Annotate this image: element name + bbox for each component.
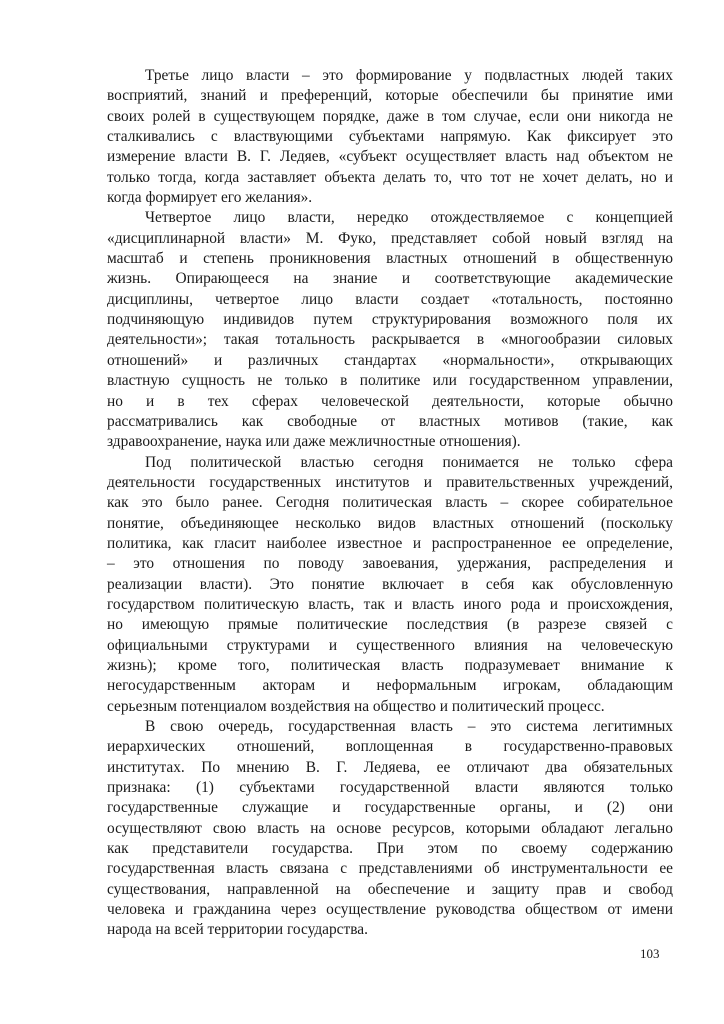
text-line: – это отношения по поводу завоевания, удержания, распределения и — [107, 555, 673, 573]
text-line: политика, как гласит наиболее известное и распространенное ее определение, — [107, 534, 673, 552]
text-line: понятие, объединяющее несколько видов властных отношений (поскольку — [107, 514, 673, 532]
paragraph — [107, 66, 673, 208]
text-line: только тогда, когда заставляет объекта делать то, что тот не хочет делать, но и — [107, 168, 673, 186]
paragraph — [107, 717, 673, 941]
text-line: народа на всей территории государства. — [107, 921, 368, 939]
text-line: серьезным потенциалом воздействия на общество и политический процесс. — [107, 697, 605, 715]
text-line: Под политической властью сегодня понимается не только сфера — [145, 453, 673, 471]
text-line: деятельности государственных институтов и правительственных учреждений, — [107, 473, 673, 491]
text-line: жизнь. Опирающееся на знание и соответствующие академические — [107, 270, 673, 288]
paragraph — [107, 208, 673, 452]
text-line: восприятий, знаний и преференций, которые обеспечили бы принятие ими — [107, 87, 673, 105]
text-line: дисциплины, четвертое лицо власти создает «тотальность, постоянно — [107, 290, 673, 308]
text-line: человека и гражданина через осуществление руководства обществом от имени — [107, 901, 673, 919]
text-line: масштаб и степень проникновения властных отношений в общественную — [107, 250, 673, 268]
text-line: государственные служащие и государственные органы, и (2) они — [107, 799, 673, 817]
text-line: измерение власти В. Г. Ледяев, «субъект осуществляет власть над объектом не — [107, 148, 673, 166]
text-line: как представители государства. При этом по своему содержанию — [107, 840, 673, 858]
text-line: рассматривались как свободные от властных мотивов (такие, как — [107, 412, 673, 430]
text-line: деятельности»; такая тотальность раскрывается в «многообразии силовых — [107, 331, 673, 349]
text-line: своих ролей в существующем порядке, даже в том случае, если они никогда не — [107, 107, 673, 125]
text-line: «дисциплинарной власти» М. Фуко, представляет собой новый взгляд на — [107, 229, 673, 247]
text-line: В свою очередь, государственная власть – это система легитимных — [145, 718, 673, 735]
text-line: но имеющую прямые политические последствия (в разрезе связей с — [107, 616, 673, 634]
text-line: государством политическую власть, так и власть иного рода и происхождения, — [107, 595, 673, 613]
text-line: государственная власть связана с представлениями об инструментальности ее — [107, 860, 673, 878]
text-line: осуществляют свою власть на основе ресурсов, которыми обладают легально — [107, 819, 673, 837]
paragraph — [107, 453, 673, 717]
text-line: отношений» и различных стандартах «нормальности», открывающих — [107, 351, 673, 369]
text-line: официальными структурами и существенного влияния на человеческую — [107, 636, 673, 654]
body-text — [107, 66, 673, 941]
page-number: 103 — [640, 946, 660, 961]
text-line: Четвертое лицо власти, нередко отождествляемое с концепцией — [145, 209, 673, 227]
text-line: реализации власти). Это понятие включает в себя как обусловленную — [107, 575, 673, 593]
text-line: жизнь); кроме того, политическая власть подразумевает внимание к — [107, 656, 673, 674]
text-line: здравоохранение, наука или даже межличностные отношения). — [107, 433, 521, 451]
text-line: когда формирует его желания». — [107, 189, 313, 207]
text-line: сталкивались с властвующими субъектами напрямую. Как фиксирует это — [107, 128, 673, 146]
text-line: но и в тех сферах человеческой деятельности, которые обычно — [107, 392, 673, 410]
text-line: Третье лицо власти – это формирование у подвластных людей таких — [145, 67, 673, 84]
text-line: подчиняющую индивидов путем структурирования возможного поля их — [107, 311, 673, 329]
text-line: институтах. По мнению В. Г. Ледяева, ее отличают два обязательных — [107, 758, 673, 776]
text-line: существования, направленной на обеспечение и защиту прав и свобод — [107, 880, 673, 898]
text-line: негосударственным акторам и неформальным игрокам, обладающим — [107, 677, 673, 695]
text-line: иерархических отношений, воплощенная в государственно-правовых — [107, 738, 673, 756]
text-line: признака: (1) субъектами государственной власти являются только — [107, 779, 673, 797]
text-line: как это было ранее. Сегодня политическая власть – скорее собирательное — [107, 494, 673, 512]
text-line: властную сущность не только в политике или государственном управлении, — [107, 372, 673, 390]
